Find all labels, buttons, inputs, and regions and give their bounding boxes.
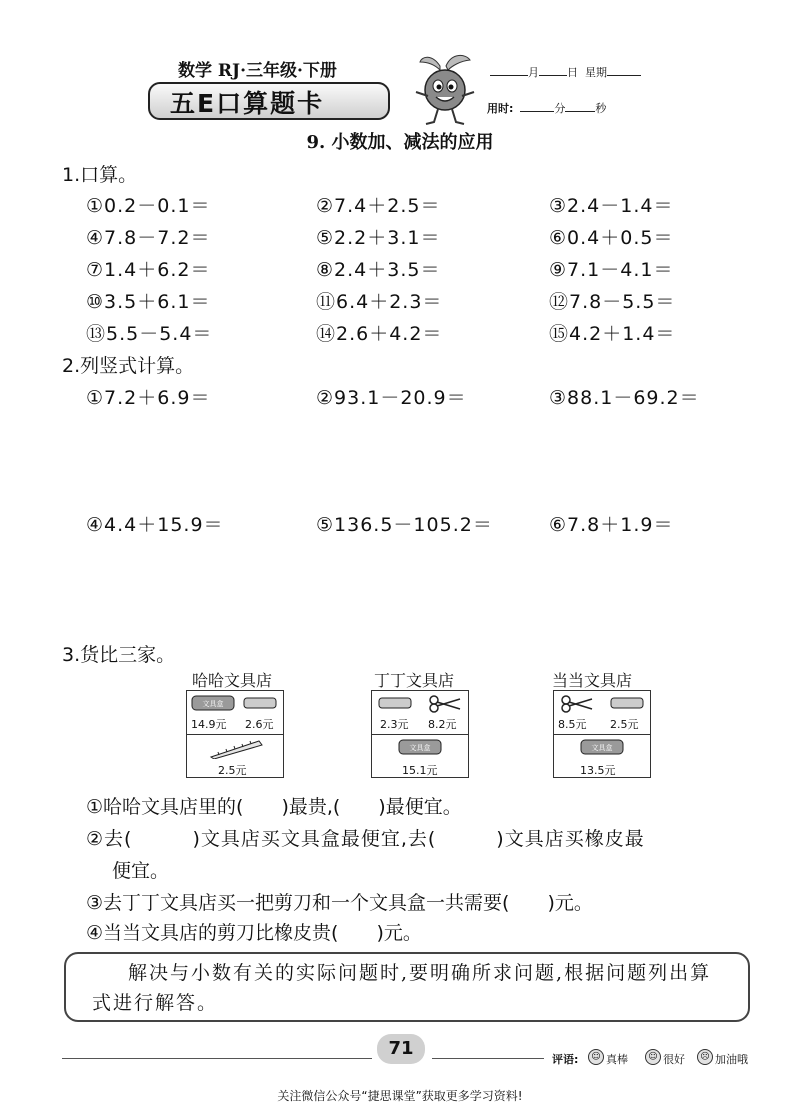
mental-problem: ③2.4－1.4＝	[549, 195, 674, 217]
scissors-icon	[560, 695, 594, 713]
eraser-icon	[610, 697, 644, 709]
mental-problem: ⑦1.4＋6.2＝	[86, 259, 211, 281]
great-face-icon[interactable]: ☺	[588, 1049, 604, 1065]
mental-problem: ⑪6.4＋2.3＝	[316, 291, 443, 313]
date-line	[490, 64, 641, 80]
vertical-problem: ①7.2＋6.9＝	[86, 387, 211, 409]
minute-label: 分	[554, 102, 566, 115]
mental-problem: ①0.2－0.1＝	[86, 195, 211, 217]
vertical-problem: ⑥7.8＋1.9＝	[549, 514, 674, 536]
mental-problem: ⑨7.1－4.1＝	[549, 259, 674, 281]
cheer-face-icon[interactable]: ☹	[697, 1049, 713, 1065]
mental-problem: ⑤2.2＋3.1＝	[316, 227, 441, 249]
promo-text: 关注微信公众号“捷思课堂”获取更多学习资料!	[277, 1089, 523, 1103]
eraser-icon	[378, 697, 412, 709]
page-number: 71	[388, 1038, 414, 1059]
rating-good: 很好	[663, 1053, 685, 1066]
shop-box-dangdang	[553, 690, 651, 778]
day-label: 日	[567, 66, 578, 79]
mental-problem: ⑬5.5－5.4＝	[86, 323, 213, 345]
mental-problem: ⑭2.6＋4.2＝	[316, 323, 443, 345]
weekday-label: 星期	[585, 66, 607, 79]
eraser-icon	[243, 697, 277, 709]
shop-box-dingding	[371, 690, 469, 778]
mental-problem: ⑩3.5＋6.1＝	[86, 291, 211, 313]
month-blank[interactable]	[490, 65, 528, 76]
footer-rule-left	[62, 1058, 372, 1059]
time-line	[487, 100, 606, 116]
shop-question-2-cont: 便宜。	[112, 860, 170, 882]
banner-title: 五E口算题卡	[170, 89, 325, 118]
book-subject: 数学 RJ·三年级·下册	[178, 61, 337, 81]
time-label: 用时:	[487, 102, 514, 115]
shop-name-dingding: 丁丁文具店	[374, 671, 455, 690]
month-label: 月	[528, 66, 539, 79]
shop-name-haha: 哈哈文具店	[192, 671, 273, 690]
section3-title: 3.货比三家。	[62, 644, 176, 666]
tip-text: 解决与小数有关的实际问题时,要明确所求问题,根据问题列出算式进行解答。	[92, 962, 712, 1014]
shop-question-3: ③去丁丁文具店买一把剪刀和一个文具盒一共需要( )元。	[86, 892, 593, 914]
rating-cheer: 加油哦	[715, 1053, 748, 1066]
vertical-problem: ④4.4＋15.9＝	[86, 514, 224, 536]
pencil-box-icon	[398, 739, 442, 755]
price-eraser: 2.5元	[610, 718, 639, 731]
second-blank[interactable]	[565, 101, 595, 112]
pencil-box-label: 文具盒	[202, 700, 224, 708]
mental-problem: ⑮4.2＋1.4＝	[549, 323, 676, 345]
pencil-box-label: 文具盒	[409, 744, 431, 752]
shop-question-1: ①哈哈文具店里的( )最贵,( )最便宜。	[86, 796, 462, 818]
section2-title: 2.列竖式计算。	[62, 355, 195, 377]
price-scissors: 8.5元	[558, 718, 587, 731]
mental-problem: ⑥0.4＋0.5＝	[549, 227, 674, 249]
ruler-icon	[209, 739, 263, 759]
vertical-problem: ②93.1－20.9＝	[316, 387, 467, 409]
rating-great: 真棒	[606, 1053, 628, 1066]
shop-box-haha	[186, 690, 284, 778]
pencil-box-icon	[191, 695, 235, 711]
vertical-problem: ⑤136.5－105.2＝	[316, 514, 493, 536]
price-box: 14.9元	[191, 718, 227, 731]
vertical-problem: ③88.1－69.2＝	[549, 387, 700, 409]
price-eraser: 2.3元	[380, 718, 409, 731]
shop-question-2: ②去( )文具店买文具盒最便宜,去( )文具店买橡皮最	[86, 828, 645, 850]
minute-blank[interactable]	[520, 101, 554, 112]
pencil-box-label: 文具盒	[591, 744, 613, 752]
lesson-title: 9. 小数加、减法的应用	[306, 132, 494, 153]
mental-problem: ②7.4＋2.5＝	[316, 195, 441, 217]
rating-label: 评语:	[552, 1053, 579, 1066]
price-box: 13.5元	[580, 764, 616, 777]
price-eraser: 2.6元	[245, 718, 274, 731]
scissors-icon	[428, 695, 462, 713]
day-blank[interactable]	[539, 65, 567, 76]
mental-problem: ⑧2.4＋3.5＝	[316, 259, 441, 281]
price-scissors: 8.2元	[428, 718, 457, 731]
second-label: 秒	[595, 102, 607, 115]
mental-problem: ⑫7.8－5.5＝	[549, 291, 676, 313]
price-box: 15.1元	[402, 764, 438, 777]
good-face-icon[interactable]: ☺	[645, 1049, 661, 1065]
footer-rule-right	[432, 1058, 544, 1059]
price-ruler: 2.5元	[218, 764, 247, 777]
shop-question-4: ④当当文具店的剪刀比橡皮贵( )元。	[86, 922, 422, 944]
pencil-box-icon	[580, 739, 624, 755]
section1-title: 1.口算。	[62, 164, 138, 186]
shop-name-dangdang: 当当文具店	[552, 671, 633, 690]
weekday-blank[interactable]	[607, 65, 641, 76]
mental-problem: ④7.8－7.2＝	[86, 227, 211, 249]
radish-mascot-icon	[410, 52, 480, 126]
